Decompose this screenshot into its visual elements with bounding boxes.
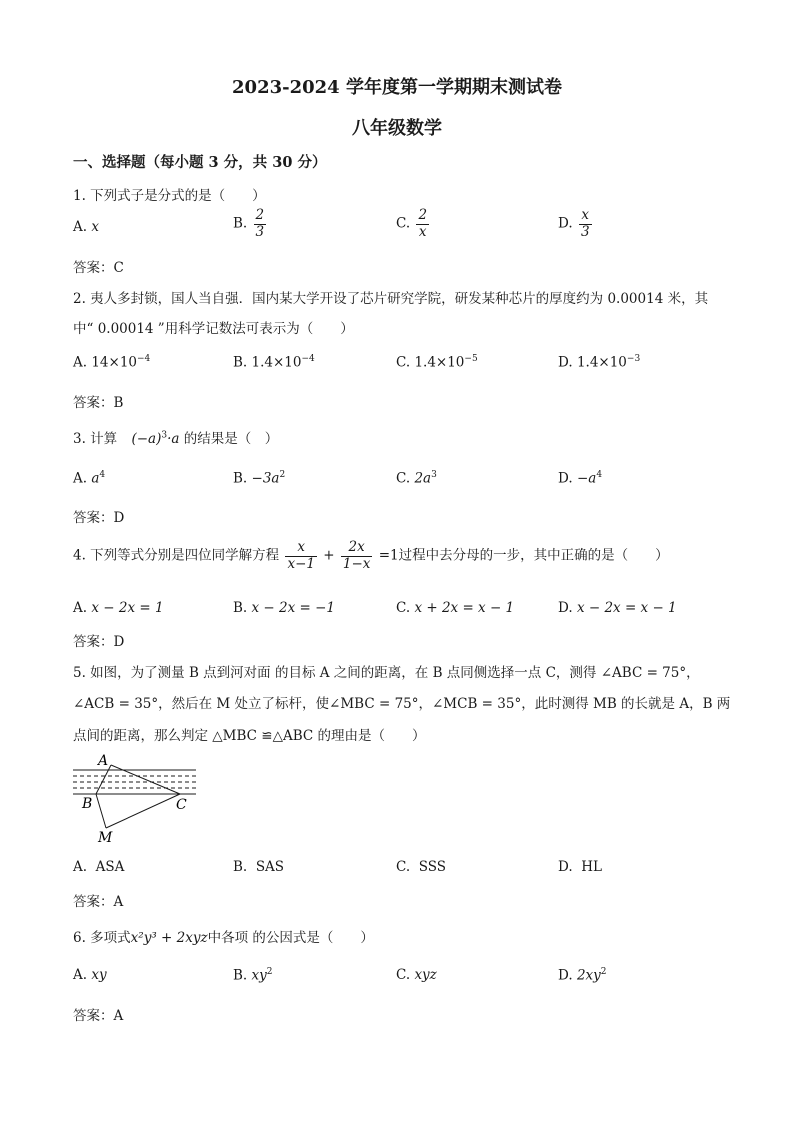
q1-option-d: D. $\frac{x}{3}$: [558, 207, 590, 240]
q6-option-b: B. $xy^2$: [233, 967, 273, 984]
q3-answer: 答案：D: [73, 510, 125, 526]
q1-answer: 答案：C: [73, 260, 124, 276]
q5-stem-line1: 5. 如图，为了测量 B 点到河对面 的目标 A 之间的距离，在 B 点同侧选择一点 C，测得 ∠ABC = 75°，: [73, 665, 700, 681]
q2-option-a: A. $14\times 10^{-4}$: [73, 354, 151, 371]
q2-option-d: D. $1.4\times 10^{-3}$: [558, 354, 641, 371]
q2-option-b: B. $1.4\times 10^{-4}$: [233, 354, 315, 371]
segment-AB: [96, 765, 111, 794]
q1-option-a: A. x: [73, 219, 99, 235]
q6-option-a: A. xy: [73, 967, 107, 983]
segment-MC: [106, 794, 180, 828]
q3-option-c: C. $2a^3$: [396, 470, 437, 487]
q4-option-a: A. x − 2x = 1: [73, 600, 164, 616]
label-C: C: [176, 797, 187, 813]
q6-option-c: C. xyz: [396, 967, 437, 983]
q5-river-figure: [70, 750, 200, 846]
q5-stem-line2: ∠ACB = 35°，然后在 M 处立了标杆，使∠MBC = 75°，∠MCB = 35°，此时测得 MB 的长就是 A，B 两: [73, 696, 731, 712]
q6-stem: 6. 多项式x²y³ + 2xyz中各项 的公因式是（ ）: [73, 930, 374, 946]
q3-option-d: D. $-a^4$: [558, 470, 603, 487]
segment-AC: [111, 765, 180, 794]
section-heading: 一、选择题（每小题 3 分，共 30 分）: [73, 154, 327, 171]
q4-answer: 答案：D: [73, 634, 125, 650]
q3-option-a: A. $a^4$: [73, 470, 106, 487]
q4-option-d: D. x − 2x = x − 1: [558, 600, 677, 616]
label-M: M: [98, 830, 113, 846]
exam-subtitle: 八年级数学: [352, 118, 442, 139]
q2-option-c: C. $1.4\times 10^{-5}$: [396, 354, 478, 371]
segment-BM: [96, 794, 106, 828]
q3-stem: 3. 计算 $(-a)^3\cdot a$ 的结果是（ ）: [73, 430, 279, 447]
q6-option-d: D. $2xy^2$: [558, 967, 607, 984]
q5-option-d: D. HL: [558, 859, 602, 875]
q4-option-b: B. x − 2x = −1: [233, 600, 336, 616]
q2-stem-line1: 2. 夷人多封锁，国人当自强．国内某大学开设了芯片研究学院，研发某种芯片的厚度约为 0.00014 米，其: [73, 291, 709, 307]
q5-stem-line3: 点间的距离，那么判定 △MBC ≌△ABC 的理由是（ ）: [73, 728, 426, 744]
q1-option-c: C. $\frac{2}{x}$: [396, 207, 428, 240]
exam-title: 2023-2024 学年度第一学期期末测试卷: [232, 77, 562, 98]
q5-option-a: A. ASA: [73, 859, 125, 875]
q5-option-c: C. SSS: [396, 859, 447, 875]
q2-answer: 答案：B: [73, 395, 124, 411]
q6-answer: 答案：A: [73, 1008, 124, 1024]
label-B: B: [82, 796, 93, 812]
q4-option-c: C. x + 2x = x − 1: [396, 600, 515, 616]
q2-stem-line2: 中“ 0.00014 ”用科学记数法可表示为（ ）: [73, 321, 354, 337]
label-A: A: [98, 753, 109, 769]
q4-stem: 4. 下列等式分别是四位同学解方程 $\frac{x}{x-1}$ + $\frac{2x}{1-x}$ =1过程中去分母的一步，其中正确的是（ ）: [73, 539, 669, 572]
q1-option-b: B. $\frac{2}{3}$: [233, 207, 265, 240]
q5-option-b: B. SAS: [233, 859, 285, 875]
q5-answer: 答案：A: [73, 894, 124, 910]
q1-stem: 1. 下列式子是分式的是（ ）: [73, 188, 266, 204]
q3-option-b: B. $-3a^2$: [233, 470, 286, 487]
